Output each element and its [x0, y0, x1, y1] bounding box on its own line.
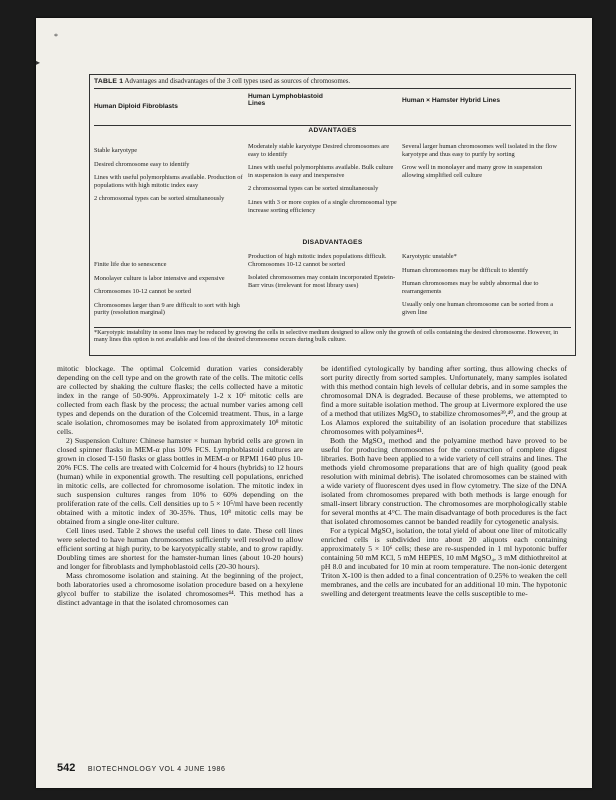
- table-cell: Chromosomes larger than 9 are difficult to sort with high purity (resolution marginal): [94, 301, 240, 317]
- body-column-left: [57, 364, 303, 744]
- table-cell: 2 chromosomal types can be sorted simultaneously: [248, 185, 379, 193]
- adv-fibroblasts: [94, 147, 244, 209]
- table-footnote: *Karyotypic instability in some lines may be reduced by growing the cells in selective medium designed to allow only the growth of cells containing the desired chromosome. However, in many lines this option is not available and loss of the desired chromosome occurs during bulk culture.: [94, 329, 559, 344]
- table-cell: Karyotypic unstable*: [402, 253, 457, 260]
- table-cell: Monolayer culture is labor intensive and expensive: [94, 274, 225, 282]
- table-cell: Human chromosomes may be difficult to identify: [402, 266, 529, 274]
- table-cell: Usually only one human chromosome can be sorted from a given line: [402, 301, 554, 316]
- page-number: 542: [57, 762, 76, 774]
- disadv-fibroblasts: [94, 261, 244, 323]
- table-cell: Stable karyotype: [94, 147, 138, 154]
- table-cell: Desired chromosome easy to identify: [94, 160, 190, 168]
- body-column-right: [321, 364, 567, 744]
- advantages-heading: ADVANTAGES: [308, 127, 357, 134]
- paragraph: be identified cytologically by banding after sorting, thus allowing checks of sort purity directly from sorted samples. Unfortunately, many samples isolated with this method contain high levels of cellular debris, and in some samples the chromosomal DNA is degraded. Because of these problems, we attempted to find a more suitable isolation method. The group at Livermore explored the use of a method that utilizes MgSO₄ to stabilize chromosomes³⁹,⁴⁰, and the group at Los Alamos explored the suitability of an isolation procedure that stabilizes chromosomes with polyamines⁴¹.: [321, 364, 567, 436]
- col-header-lymphoblastoid: Human Lymphoblastoid Lines: [248, 93, 323, 108]
- table-caption: [94, 78, 350, 86]
- paragraph: 2) Suspension Culture: Chinese hamster × human hybrid cells are grown in closed spinner flasks in MEM-α plus 10% FCS. Lymphoblastoid cultures are grown in closed T-150 flasks or glass bottles in MEM-α or RPMI 1640 plus 10-20% FCS. The cells are treated with Colcemid for 4 hours (hybrids) to 12 hours (human) while in exponential growth. The resulting cell populations, enriched in mitotic cells, are collected for chromosome isolation. The mitotic index in such suspension cultures ranges from 10% to 60% depending on the proliferation rate of the cells. Cell densities up to 5 × 10⁵/ml have been recently obtained with a mitotic index of 30-35%. Thus, 10⁸ mitotic cells may be obtained from a single one-liter culture.: [57, 436, 303, 526]
- table-cell: Lines with 3 or more copies of a single chromosomal type increase sorting efficiency: [248, 198, 397, 214]
- table-cell: Production of high mitotic index populations difficult. Chromosomes 10-12 cannot be sorted: [248, 253, 387, 268]
- header-rule: [94, 125, 571, 126]
- table-cell: Lines with useful polymorphisms available. Production of populations with high mitotic index easy: [94, 174, 243, 189]
- disadv-hybrid: [402, 253, 560, 323]
- disadv-lymphoblastoid: [248, 253, 398, 295]
- disadvantages-heading: DISADVANTAGES: [302, 239, 363, 246]
- table-caption-text: Advantages and disadvantages of the 3 cell types used as sources of chromosomes.: [124, 78, 351, 85]
- table-cell: 2 chromosomal types can be sorted simultaneously: [94, 195, 225, 203]
- table-cell: Chromosomes 10-12 cannot be sorted: [94, 288, 191, 296]
- table-cell: Lines with useful polymorphisms available. Bulk culture in suspension is easy and inexpensive: [248, 164, 394, 179]
- paragraph: Cell lines used. Table 2 shows the useful cell lines to date. These cell lines were selected to have human chromosomes sufficiently well resolved to allow efficient sorting at high purity, to be karyotypically stable, and to grow rapidly. Doubling times are shortest for the hamster-human lines (about 10-20 hours) and longer for fibroblasts and lymphoblastoid cells (20-30 hours).: [57, 526, 303, 571]
- paragraph: mitotic blockage. The optimal Colcemid duration varies considerably depending on the cell type and on the growth rate of the cells. The mitotic cells are collected by shaking the culture flasks; the cells collected have a mitotic index in the range of 50-90%. Approximately 1-2 x 10⁶ mitotic cells are collected from each flask by the process; the actual number varies among cell types and depends on the duration of the Colcemid treatment. Thus, in a large scale isolation, chromosomes may be isolated from approximately 10⁸ mitotic cells.: [57, 364, 303, 436]
- paragraph: For a typical MgSO₄ isolation, the total yield of about one liter of mitotically enriched cells is subdivided into about 20 aliquots each containing approximately 5 × 10⁶ cells; these are re-suspended in 1 ml hypotonic buffer containing 50 mM KCl, 5 mM HEPES, 10 mM MgSO₄, 3 mM dithiothreitol at pH 8.0 and incubated for 10 min at room temperature. The non-ionic detergent Triton X-100 is then added to a final concentration of 0.25% to weaken the cell membranes, and the cells are incubated for an additional 10 min. The hypotonic swelling and detergent treatments leave the cells susceptible to me-: [321, 526, 567, 598]
- table-cell: Finite life due to senescence: [94, 261, 167, 268]
- table-cell: Isolated chromosomes may contain incorporated Epstein-Barr virus (irrelevant for most library uses): [248, 274, 396, 289]
- col-header-hybrid: Human × Hamster Hybrid Lines: [402, 97, 501, 104]
- table-cell: Moderately stable karyotype Desired chromosomes are easy to identify: [248, 143, 390, 158]
- table-cell: Several larger human chromosomes well isolated in the flow karyotype and thus easy to purify by sorting: [402, 143, 557, 158]
- paragraph: Mass chromosome isolation and staining. At the beginning of the project, both laboratories used a chromosome isolation procedure based on a hexylene glycol buffer to stabilize the isolated chromosomes⁴⁴. This method has a distinct advantage in that the isolated chromosomes can: [57, 571, 303, 607]
- table-cell: Grow well in monolayer and many grow in suspension allowing simplified cell culture: [402, 164, 543, 179]
- scan-mark-left: ▸: [36, 58, 41, 67]
- page-footer: [57, 762, 226, 774]
- table-cell: Human chromosomes may be subtly abnormal due to rearrangements: [402, 280, 539, 295]
- table-caption-label: TABLE 1: [94, 78, 124, 85]
- journal-page: [36, 18, 592, 788]
- col-header-fibroblasts: Human Diploid Fibroblasts: [94, 103, 178, 110]
- table-top-rule: [94, 88, 571, 89]
- adv-lymphoblastoid: [248, 143, 398, 220]
- journal-info: BIOTECHNOLOGY VOL 4 JUNE 1986: [87, 766, 226, 773]
- scan-mark-top: *: [54, 32, 58, 41]
- paragraph: Both the MgSO₄ method and the polyamine method have proved to be useful for producing chromosomes for the construction of complete digest libraries. Both have been applied to a wide variety of cell strains and lines. The methods yield chromosome preparations that are of high quality (good peak resolution with minimal debris). The isolated chromosomes can be stained with a wide variety of fluorescent dyes used in flow cytometry. The size of the DNA isolated from chromosomes prepared with both methods is large enough for small-insert library construction. The chromosomes are morphologically stable for several months at 4°C. The main disadvantage of both procedures is the fact that isolated chromosomes cannot be banded readily for cytogenetic analysis.: [321, 436, 567, 526]
- footnote-rule: [94, 327, 571, 328]
- adv-hybrid: [402, 143, 560, 185]
- table-1: [89, 74, 576, 356]
